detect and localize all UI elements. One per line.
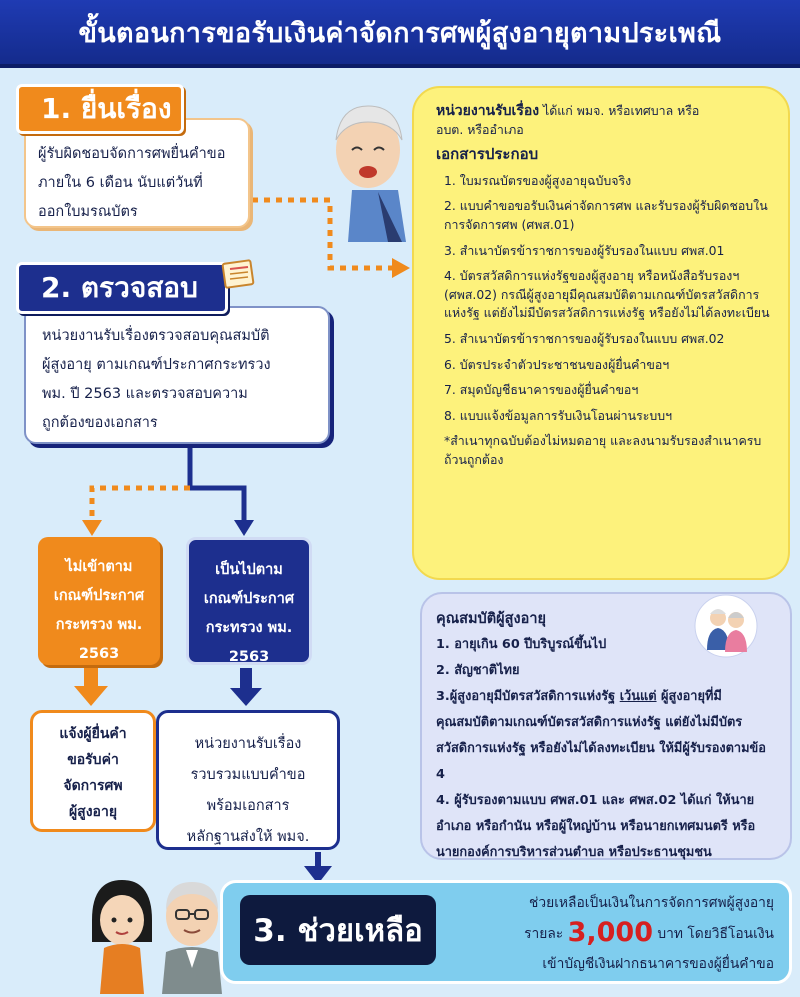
criteria-not-met-line: ไม่เข้าตาม <box>65 559 133 575</box>
amount-prefix: รายละ <box>524 926 568 942</box>
document-item: 5. สำเนาบัตรข้าราชการของผู้รับรองในแบบ ศพส.02 <box>444 330 725 346</box>
criteria-not-met-line: 2563 <box>78 646 120 662</box>
document-item: 1. ใบมรณบัตรของผู้สูงอายุฉบับจริง <box>444 172 632 188</box>
documents-list <box>436 172 770 426</box>
step1-line: ผู้รับผิดชอบจัดการศพยื่นคำขอ <box>38 146 226 162</box>
step2-line: ถูกต้องของเอกสาร <box>42 415 158 431</box>
step2-title: 2. ตรวจสอบ <box>16 262 228 314</box>
forward-line: พร้อมเอกสาร <box>206 798 290 814</box>
elderly-man-illustration <box>152 872 232 994</box>
qualifications-title: คุณสมบัติผู้สูงอายุ <box>436 611 546 627</box>
step1-description-card <box>24 118 250 228</box>
fail-result-arrow-shaft <box>84 668 98 686</box>
step1-to-docs-arrowhead <box>392 258 410 278</box>
document-item: 7. สมุดบัญชีธนาคารของผู้ยื่นคำขอฯ <box>444 382 639 398</box>
notify-line: ผู้สูงอายุ <box>68 804 118 820</box>
receiving-agency-text <box>436 102 770 139</box>
qualification-item-3 <box>436 684 774 788</box>
receiving-agency-list-cont: อบต. หรืออำเภอ <box>436 121 524 137</box>
notify-applicant-box <box>30 710 156 832</box>
step3-line-amount <box>446 918 774 949</box>
receiving-agency-list: ได้แก่ พมจ. หรือเทศบาล หรือ <box>539 103 700 118</box>
criteria-met-line: 2563 <box>228 649 270 665</box>
documents-heading: เอกสารประกอบ <box>436 145 539 164</box>
pass-arrowhead <box>234 520 254 536</box>
header-banner <box>0 0 800 68</box>
document-item: 3. สำเนาบัตรข้าราชการของผู้รับรองในแบบ ศพส.01 <box>444 242 725 258</box>
forward-line: หลักฐานส่งให้ พมจ. <box>186 829 310 845</box>
step2-down-line <box>190 444 244 520</box>
step1-title: 1. ยื่นเรื่อง <box>16 84 184 134</box>
qualification-3-b: ผู้สูงอายุที่มีคุณสมบัติตามเกณฑ์บัตรสวัสดิการแห่งรัฐ แต่ยังไม่มีบัตรสวัสดิการแห่งรัฐ หรือยังไม่ได้ลงทะเบียน ให้มีผู้รับรองตามข้อ 4 <box>436 689 766 782</box>
notify-line: จัดการศพ <box>63 778 123 794</box>
pass-result-arrowhead <box>230 688 262 706</box>
document-item: 4. บัตรสวัสดิการแห่งรัฐของผู้สูงอายุ หรือหนังสือรับรองฯ (ศพส.02) กรณีผู้สูงอายุมีคุณสมบัติตามเกณฑ์บัตรสวัสดิการแห่งรัฐ แต่ยังไม่มีบัตรสวัสดิการแห่งรัฐ หรือยังไม่ได้ลงทะเบียน <box>444 268 770 321</box>
receiving-agency-label: หน่วยงานรับเรื่อง <box>436 103 540 119</box>
step3-line: ช่วยเหลือเป็นเงินในการจัดการศพผู้สูงอายุ <box>529 895 774 911</box>
criteria-not-met-line: เกณฑ์ประกาศ <box>53 588 145 604</box>
documents-note: *สำเนาทุกฉบับต้องไม่หมดอายุ และลงนามรับรองสำเนาครบถ้วนถูกต้อง <box>444 433 762 467</box>
young-woman-illustration <box>84 876 160 994</box>
step1-line: ภายใน 6 เดือน นับแต่วันที่ <box>38 175 203 191</box>
step3-description <box>446 888 784 980</box>
step2-line: หน่วยงานรับเรื่องตรวจสอบคุณสมบัติ <box>42 328 270 344</box>
elderly-couple-icon <box>694 594 758 658</box>
page-title: ขั้นตอนการขอรับเงินค่าจัดการศพผู้สูงอายุตามประเพณี <box>78 17 722 49</box>
step1-line: ออกใบมรณบัตร <box>38 204 138 220</box>
qualification-3-a: 3.ผู้สูงอายุมีบัตรสวัสดิการแห่งรัฐ <box>436 689 620 704</box>
criteria-met-line: เป็นไปตาม <box>215 562 283 578</box>
criteria-met-line: กระทรวง พม. <box>205 620 293 636</box>
amount-suffix: บาท โดยวิธีโอนเงิน <box>652 926 774 942</box>
fail-arrowhead <box>82 520 102 536</box>
documents-info-box <box>412 86 790 580</box>
assistance-amount: 3,000 <box>567 917 653 948</box>
criteria-met-box <box>186 537 312 665</box>
step3-line: เข้าบัญชีเงินฝากธนาคารของผู้ยื่นคำขอ <box>542 956 774 972</box>
documents-icon <box>218 258 258 292</box>
document-item: 2. แบบคำขอขอรับเงินค่าจัดการศพ และรับรองผู้รับผิดชอบในการจัดการศพ (ศพส.01) <box>444 198 768 232</box>
step2-line: พม. ปี 2563 และตรวจสอบความ <box>42 386 248 402</box>
forward-line: หน่วยงานรับเรื่อง <box>194 736 302 752</box>
document-item: 6. บัตรประจำตัวประชาชนของผู้ยื่นคำขอฯ <box>444 356 670 372</box>
qualification-item: 2. สัญชาติไทย <box>436 663 520 678</box>
fail-result-arrowhead <box>74 686 108 706</box>
fail-dotted-line <box>92 488 190 520</box>
forward-line: รวบรวมแบบคำขอ <box>190 767 306 783</box>
step2-line: ผู้สูงอายุ ตามเกณฑ์ประกาศกระทรวง <box>42 357 271 373</box>
qualification-item: 4. ผู้รับรองตามแบบ ศพส.01 และ ศพส.02 ได้แก่ ให้นายอำเภอ หรือกำนัน หรือผู้ใหญ่บ้าน หรือนายกเทศมนตรี หรือนายกองค์การบริหารส่วนตำบล หรือประธานชุมชน <box>436 793 756 860</box>
notify-line: แจ้งผู้ยื่นคำ <box>59 726 127 742</box>
qualification-item: 1. อายุเกิน 60 ปีบริบูรณ์ขึ้นไป <box>436 637 607 652</box>
criteria-not-met-line: กระทรวง พม. <box>55 617 143 633</box>
forward-documents-box <box>156 710 340 850</box>
elderly-woman-illustration <box>318 92 416 242</box>
document-item: 8. แบบแจ้งข้อมูลการรับเงินโอนผ่านระบบฯ <box>444 407 673 423</box>
qualifications-list <box>436 632 774 866</box>
step3-title: 3. ช่วยเหลือ <box>240 895 436 965</box>
step2-description-card <box>24 306 330 444</box>
criteria-not-met-box <box>38 537 160 665</box>
qualification-3-exception: เว้นแต่ <box>619 689 657 704</box>
notify-line: ขอรับค่า <box>67 752 119 768</box>
criteria-met-line: เกณฑ์ประกาศ <box>203 591 295 607</box>
